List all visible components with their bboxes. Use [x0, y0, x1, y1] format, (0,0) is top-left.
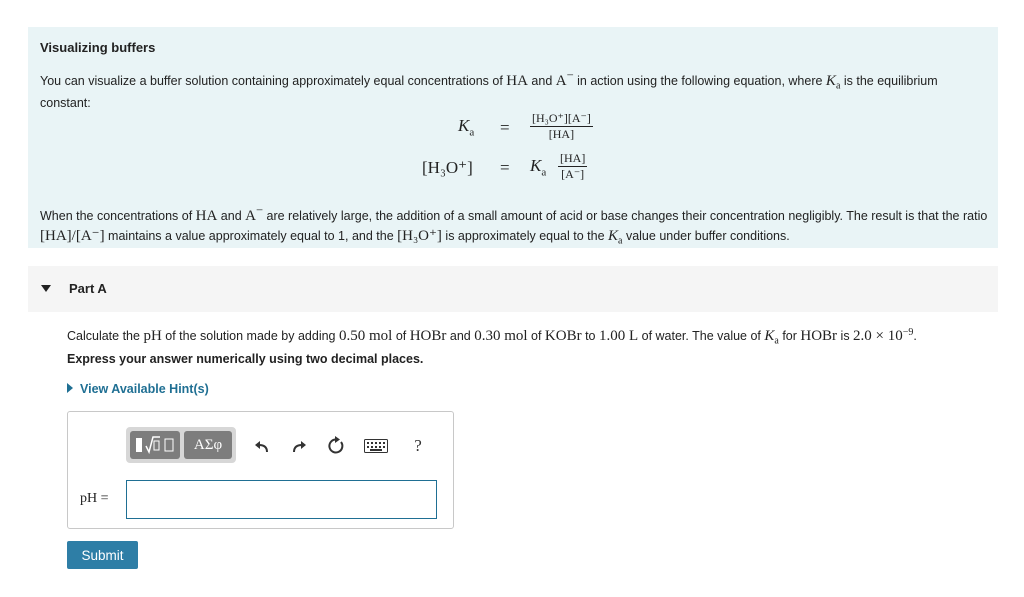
eq2-equals: = [500, 158, 510, 177]
redo-icon[interactable] [288, 435, 310, 457]
intro-paragraph-2: When the concentrations of HA and A− are relatively large, the addition of a small amount of acid or base changes their concentration negligibly. The result is that the ratio [HA]/[A⁻] maintains a value approximately equal to 1, and the [H₃O⁺] is approximately equal to the $K_a$ value under buffer conditions. [40, 203, 988, 247]
eq1-fraction: $\frac{\text{[H₃O⁺][A⁻]}}{[HA]}$ [532, 111, 591, 141]
intro-title: Visualizing buffers [40, 40, 156, 55]
equation-block [28, 112, 998, 192]
toolbar-template-group [126, 427, 236, 463]
expand-triangle-icon [67, 383, 73, 393]
eq1-equals: = [500, 118, 510, 137]
collapse-triangle-icon[interactable] [41, 285, 51, 292]
part-a-header[interactable] [28, 266, 998, 312]
eq2-fraction: $\frac{[HA]}{[A^-]}$ [560, 151, 586, 181]
reset-icon[interactable] [325, 435, 347, 457]
ph-label: pH = [80, 491, 109, 506]
eq2-lhs: [H₃O⁺] [422, 158, 473, 177]
answer-box [67, 411, 454, 529]
greek-symbols-button[interactable]: ΑΣφ [184, 431, 232, 459]
eq2-ka: $K_a$ [530, 156, 547, 179]
question-text: Calculate the pH of the solution made by adding 0.50 mol of HOBr and 0.30 mol of KOBr to 1.00 L of water. The value of $K_a$ for HOBr is $2.0 \times 10^{-9}$. [67, 327, 917, 347]
intro-panel [28, 27, 998, 248]
keyboard-icon[interactable] [363, 435, 389, 457]
submit-button[interactable]: Submit [67, 541, 138, 569]
eq1-lhs: $K_a$ [458, 116, 475, 139]
help-button[interactable]: ? [414, 436, 422, 455]
intro-paragraph-1: You can visualize a buffer solution containing approximately equal concentrations of HA and A− in action using the following equation, where $K_a$ is the equilibrium constant: [40, 68, 938, 110]
undo-icon[interactable] [251, 435, 273, 457]
part-a-label: Part A [69, 281, 107, 296]
fraction-sqrt-icon [134, 435, 176, 455]
instruction-text: Express your answer numerically using two decimal places. [67, 352, 424, 366]
templates-button[interactable] [130, 431, 180, 459]
ph-answer-input[interactable] [126, 480, 437, 519]
view-hints-link[interactable]: View Available Hint(s) [67, 382, 209, 396]
